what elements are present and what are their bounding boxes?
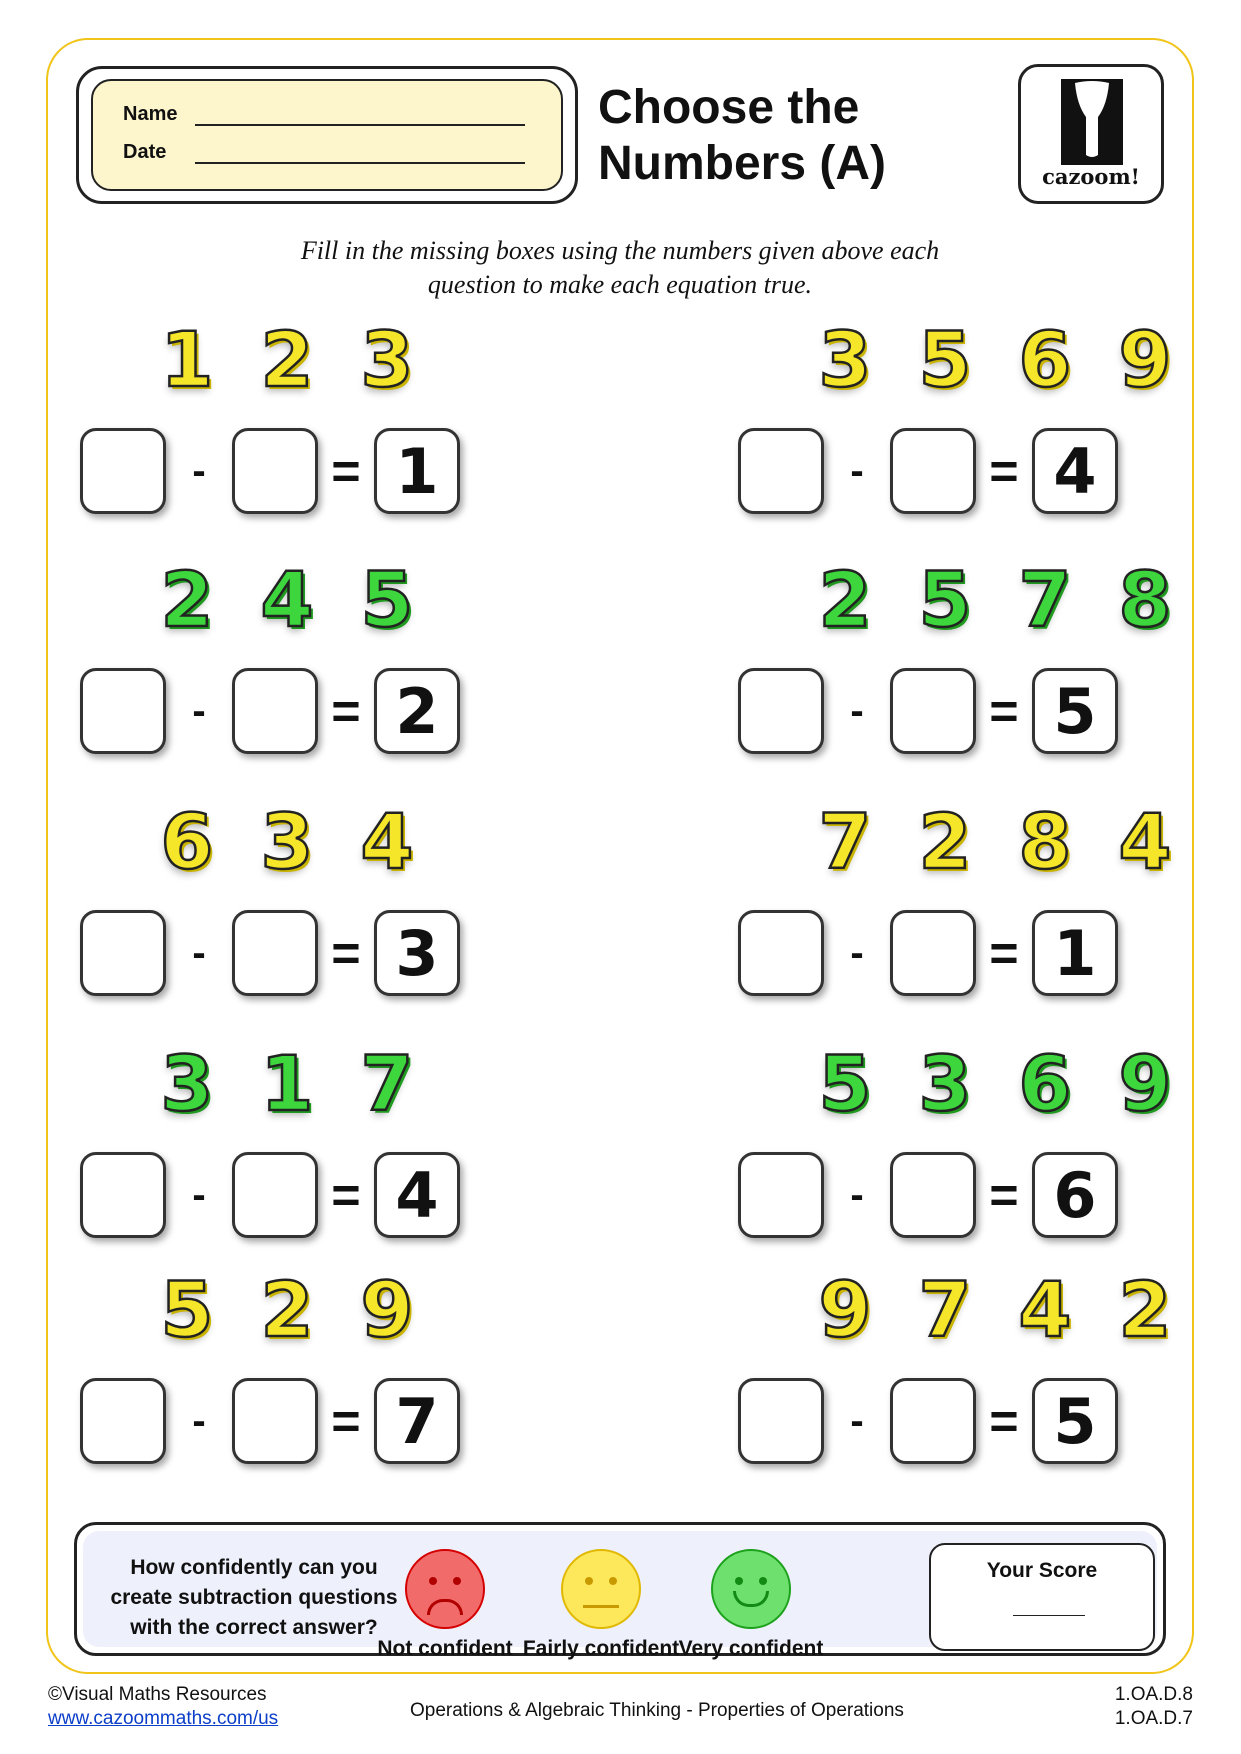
- answer-box-second[interactable]: [890, 668, 976, 754]
- minus-sign: -: [850, 1173, 864, 1217]
- question-10: [738, 1262, 1180, 1464]
- standard-code-1: 1.OA.D.8: [1114, 1684, 1193, 1705]
- equals-sign: =: [989, 925, 1019, 981]
- footer-topic: Operations & Algebraic Thinking - Properties of Operations: [410, 1700, 904, 1721]
- name-date-inner: [91, 79, 563, 191]
- equation: [738, 910, 1180, 996]
- given-number: 3: [160, 1039, 214, 1128]
- equals-sign: =: [989, 1167, 1019, 1223]
- footer-standards: [1115, 1683, 1193, 1731]
- given-number: 3: [360, 315, 414, 404]
- given-numbers: [738, 794, 1180, 890]
- given-number: 2: [818, 555, 872, 644]
- equation: [80, 428, 460, 514]
- question-7: [80, 1036, 460, 1238]
- given-number: 4: [1118, 797, 1172, 886]
- given-number: 4: [260, 555, 314, 644]
- confidence-panel: [74, 1522, 1166, 1660]
- equation: [80, 668, 460, 754]
- equals-sign: =: [989, 683, 1019, 739]
- equation: [80, 910, 460, 996]
- given-number: 9: [360, 1265, 414, 1354]
- given-number: 8: [1118, 555, 1172, 644]
- equation: [80, 1378, 460, 1464]
- minus-sign: -: [192, 449, 206, 493]
- given-number: 7: [360, 1039, 414, 1128]
- given-number: 9: [1118, 315, 1172, 404]
- given-number: 4: [360, 797, 414, 886]
- confidence-question-line-2: create subtraction questions: [110, 1586, 398, 1609]
- given-numbers: [80, 1262, 460, 1358]
- given-number: 4: [1018, 1265, 1072, 1354]
- confidence-question-line-3: with the correct answer?: [130, 1616, 378, 1639]
- answer-box-first[interactable]: [738, 1152, 824, 1238]
- given-number: 2: [160, 555, 214, 644]
- minus-sign: -: [850, 1399, 864, 1443]
- confidence-inner: [83, 1531, 1157, 1660]
- given-numbers: [738, 1262, 1180, 1358]
- given-numbers: [80, 312, 460, 408]
- given-numbers: [738, 552, 1180, 648]
- given-number: 3: [918, 1039, 972, 1128]
- result-box: 3: [374, 910, 460, 996]
- title-line-2: Numbers (A): [598, 137, 887, 190]
- given-number: 9: [1118, 1039, 1172, 1128]
- title-line-1: Choose the: [598, 81, 860, 134]
- drum-icon: [1021, 75, 1161, 175]
- result-box: 5: [1032, 668, 1118, 754]
- given-number: 5: [160, 1265, 214, 1354]
- given-number: 2: [1118, 1265, 1172, 1354]
- equals-sign: =: [989, 1393, 1019, 1449]
- equation: [738, 428, 1180, 514]
- given-number: 3: [260, 797, 314, 886]
- given-number: 3: [818, 315, 872, 404]
- equals-sign: =: [331, 683, 361, 739]
- fairly-confident-label: Fairly confident: [522, 1637, 680, 1660]
- answer-box-first[interactable]: [738, 1378, 824, 1464]
- given-number: 5: [360, 555, 414, 644]
- minus-sign: -: [192, 931, 206, 975]
- happy-face-icon[interactable]: [711, 1549, 791, 1629]
- confidence-question-line-1: How confidently can you: [130, 1556, 378, 1579]
- minus-sign: -: [850, 931, 864, 975]
- logo-text: cazoom!: [1042, 164, 1140, 189]
- given-numbers: [738, 1036, 1180, 1132]
- footer-left: [48, 1683, 278, 1731]
- given-numbers: [80, 552, 460, 648]
- given-numbers: [80, 1036, 460, 1132]
- given-number: 2: [260, 315, 314, 404]
- minus-sign: -: [192, 689, 206, 733]
- question-1: [80, 312, 460, 514]
- answer-box-second[interactable]: [232, 668, 318, 754]
- question-4: [738, 552, 1180, 754]
- question-8: [738, 1036, 1180, 1238]
- result-box: 1: [1032, 910, 1118, 996]
- given-numbers: [738, 312, 1180, 408]
- copyright-text: ©Visual Maths Resources: [48, 1684, 267, 1705]
- result-box: 1: [374, 428, 460, 514]
- minus-sign: -: [850, 689, 864, 733]
- result-box: 4: [374, 1152, 460, 1238]
- result-box: 4: [1032, 428, 1118, 514]
- not-confident-label: Not confident: [377, 1637, 513, 1660]
- answer-box-second[interactable]: [890, 1378, 976, 1464]
- standard-code-2: 1.OA.D.7: [1114, 1708, 1193, 1729]
- minus-sign: -: [850, 449, 864, 493]
- given-number: 5: [818, 1039, 872, 1128]
- worksheet-title: [598, 80, 886, 192]
- equals-sign: =: [331, 443, 361, 499]
- answer-box-first[interactable]: [80, 668, 166, 754]
- given-number: 7: [818, 797, 872, 886]
- confidence-question: [101, 1553, 407, 1643]
- question-9: [80, 1262, 460, 1464]
- answer-box-second[interactable]: [890, 910, 976, 996]
- result-box: 6: [1032, 1152, 1118, 1238]
- result-box: 2: [374, 668, 460, 754]
- question-3: [80, 552, 460, 754]
- score-label: Your Score: [986, 1559, 1098, 1582]
- date-label: Date: [123, 141, 167, 163]
- equals-sign: =: [331, 925, 361, 981]
- name-row: [123, 103, 525, 126]
- answer-box-first[interactable]: [738, 428, 824, 514]
- equation: [738, 668, 1180, 754]
- name-label: Name: [123, 103, 178, 125]
- given-number: 8: [1018, 797, 1072, 886]
- score-line: [1013, 1615, 1085, 1616]
- given-number: 5: [918, 315, 972, 404]
- minus-sign: -: [192, 1173, 206, 1217]
- answer-box-first[interactable]: [738, 668, 824, 754]
- name-date-panel: [76, 66, 578, 204]
- answer-box-second[interactable]: [232, 428, 318, 514]
- very-confident-label: Very confident: [678, 1637, 824, 1660]
- instructions-line-2: question to make each equation true.: [427, 270, 813, 299]
- given-number: 6: [1018, 315, 1072, 404]
- instructions-line-1: Fill in the missing boxes using the numbers given above each: [300, 236, 940, 265]
- question-2: [738, 312, 1180, 514]
- given-number: 6: [160, 797, 214, 886]
- answer-box-first[interactable]: [738, 910, 824, 996]
- answer-box-second[interactable]: [232, 1152, 318, 1238]
- instructions: [200, 234, 1040, 302]
- given-number: 9: [818, 1265, 872, 1354]
- given-number: 6: [1018, 1039, 1072, 1128]
- equation: [738, 1152, 1180, 1238]
- answer-box-second[interactable]: [890, 1152, 976, 1238]
- given-number: 5: [918, 555, 972, 644]
- answer-box-first[interactable]: [80, 1152, 166, 1238]
- given-number: 7: [918, 1265, 972, 1354]
- question-6: [738, 794, 1180, 996]
- answer-box-second[interactable]: [232, 1378, 318, 1464]
- cazoom-logo: [1018, 64, 1164, 204]
- equals-sign: =: [989, 443, 1019, 499]
- answer-box-first[interactable]: [80, 428, 166, 514]
- given-number: 1: [260, 1039, 314, 1128]
- minus-sign: -: [192, 1399, 206, 1443]
- answer-box-first[interactable]: [80, 1378, 166, 1464]
- date-field[interactable]: [195, 142, 525, 164]
- given-numbers: [80, 794, 460, 890]
- date-row: [123, 141, 525, 164]
- answer-box-second[interactable]: [232, 910, 318, 996]
- given-number: 2: [260, 1265, 314, 1354]
- result-box: 5: [1032, 1378, 1118, 1464]
- result-box: 7: [374, 1378, 460, 1464]
- given-number: 7: [1018, 555, 1072, 644]
- equation: [738, 1378, 1180, 1464]
- score-box[interactable]: [929, 1543, 1155, 1651]
- given-number: 1: [160, 315, 214, 404]
- website-link[interactable]: www.cazoommaths.com/us: [48, 1708, 279, 1729]
- equation: [80, 1152, 460, 1238]
- answer-box-first[interactable]: [80, 910, 166, 996]
- equals-sign: =: [331, 1167, 361, 1223]
- answer-box-second[interactable]: [890, 428, 976, 514]
- name-field[interactable]: [195, 104, 525, 126]
- neutral-face-icon[interactable]: [561, 1549, 641, 1629]
- question-5: [80, 794, 460, 996]
- equals-sign: =: [331, 1393, 361, 1449]
- given-number: 2: [918, 797, 972, 886]
- sad-face-icon[interactable]: [405, 1549, 485, 1629]
